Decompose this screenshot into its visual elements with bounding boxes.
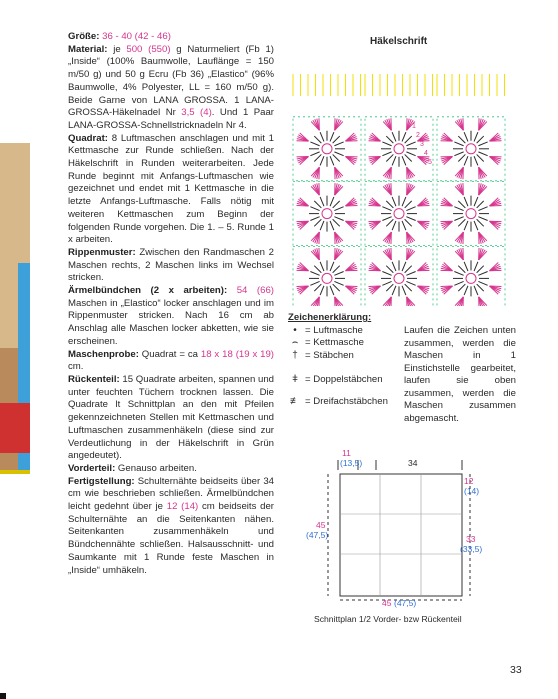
- stitch-mark: [402, 221, 406, 230]
- stitch-mark: [320, 262, 324, 271]
- stitch-mark: [406, 207, 415, 211]
- center-ring: [466, 209, 476, 219]
- section-heading: Rückenteil:: [68, 373, 120, 385]
- stitch-mark: [320, 221, 324, 230]
- section-heading: Rippenmuster:: [68, 246, 136, 258]
- double-stitch-icon: ǂ: [292, 374, 298, 386]
- stitch-mark: [330, 156, 334, 165]
- stitch-mark: [464, 221, 468, 230]
- stitch-mark: [310, 281, 319, 285]
- stitch-mark: [474, 262, 478, 271]
- stitch-mark: [334, 207, 343, 211]
- round-label: 4: [424, 150, 428, 157]
- stitch-mark: [474, 132, 478, 141]
- stitch-mark: [330, 286, 334, 295]
- stitch-mark: [382, 152, 391, 156]
- stitch-mark: [477, 284, 484, 291]
- stitch-mark: [382, 272, 391, 276]
- join-outline: [437, 246, 505, 306]
- yellow-rule: [0, 470, 30, 474]
- stitch-mark: [402, 156, 406, 165]
- center-ring: [466, 273, 476, 283]
- section-text: . Und 1 Paar LANA-GROSSA-Schnellstricknadeln Nr 4.: [68, 107, 274, 131]
- stitch-mark: [392, 197, 396, 206]
- section-quadrat: [68, 133, 274, 247]
- stitch-mark: [402, 286, 406, 295]
- stitch-mark: [478, 272, 487, 276]
- section-text: 15 Quadrate arbeiten, spannen und unter feuchten Tüchern trocknen lassen. Die Quadrate lt Schnittplan an den mit Pfeilen gekennzeichneten Stellen mit Kettmaschen und Luftmaschen zusammenhäkeln (diese sind zur Verdeutlichung in der Häkelschrift in Grün angedeutet).: [68, 373, 274, 462]
- stitch-mark: [478, 142, 487, 146]
- stitch-mark: [454, 207, 463, 211]
- section-text: Zwischen den Randmaschen 2 Maschen rechts, 2 Maschen links im Wechsel stricken.: [68, 246, 274, 284]
- stitch-mark: [454, 152, 463, 156]
- stitch-mark: [386, 136, 393, 143]
- schnitt-top-mid: 34: [408, 458, 418, 468]
- stitch-mark: [454, 272, 463, 276]
- stitch-mark: [477, 201, 484, 208]
- stitch-mark: [405, 154, 412, 161]
- section-text: je: [107, 43, 127, 55]
- section-text: Schulternähte beidseits über 34 cm wie beschrieben schließen. Ärmelbündchen leicht gedehnt über je: [68, 475, 274, 513]
- section-heading: Fertigstellung:: [68, 475, 135, 487]
- stitch-mark: [333, 219, 340, 226]
- join-outline: [365, 246, 433, 306]
- size-value: 500 (550): [126, 43, 171, 55]
- stitch-mark: [474, 197, 478, 206]
- dot-icon: •: [293, 325, 297, 336]
- join-outline: [293, 117, 361, 181]
- stitch-mark: [458, 266, 465, 273]
- legend-row-tr: [288, 374, 408, 386]
- schnitt-caption: Schnittplan 1/2 Vorder- bzw Rückenteil: [314, 614, 462, 624]
- stitch-mark: [333, 201, 340, 208]
- stitch-mark: [310, 217, 319, 221]
- schnitt-right-mid-alt: (33,5): [460, 544, 483, 554]
- schnitt-bottom: 45: [382, 598, 392, 608]
- legend-row-chain: [288, 325, 408, 337]
- schnitt-right-top-alt: (14): [464, 486, 480, 496]
- section-ruecken: [68, 374, 274, 463]
- stitch-mark: [333, 266, 340, 273]
- photo-edge: [0, 143, 30, 473]
- section-heading: Größe:: [68, 31, 100, 42]
- size-value: 12 (14): [166, 501, 199, 513]
- stitch-mark: [392, 221, 396, 230]
- legend-label: = Luftmasche: [305, 325, 363, 336]
- stitch-mark: [478, 152, 487, 156]
- stitch-mark: [386, 284, 393, 291]
- legend-label: = Kettmasche: [305, 337, 364, 349]
- stitch-mark: [310, 272, 319, 276]
- stitch-mark: [478, 217, 487, 221]
- triple-stitch-icon: ≢: [290, 395, 300, 407]
- stitch-mark: [405, 266, 412, 273]
- stitch-mark: [334, 152, 343, 156]
- stitch-mark: [320, 286, 324, 295]
- stitch-mark: [333, 154, 340, 161]
- schnitt-top-left: 11: [342, 448, 351, 458]
- stitch-mark: [458, 154, 465, 161]
- legend: [288, 325, 408, 408]
- stitch-mark: [458, 136, 465, 143]
- stitch-mark: [477, 154, 484, 161]
- round-label: 1: [412, 123, 416, 130]
- section-material: [68, 44, 274, 133]
- center-ring: [322, 144, 332, 154]
- join-outline: [365, 182, 433, 246]
- section-heading: Vorderteil:: [68, 462, 116, 474]
- stitch-mark: [386, 219, 393, 226]
- stitch-mark: [478, 281, 487, 285]
- stitch-mark: [474, 156, 478, 165]
- schnitt-left-mid: 45: [316, 520, 326, 530]
- stitch-mark: [392, 156, 396, 165]
- stitch-mark: [314, 219, 321, 226]
- stitch-mark: [334, 142, 343, 146]
- stitch-mark: [464, 156, 468, 165]
- schnitt-right-mid: 33: [466, 534, 476, 544]
- stitch-mark: [405, 284, 412, 291]
- stitch-mark: [382, 281, 391, 285]
- chart-title: Häkelschrift: [370, 36, 428, 47]
- stitch-mark: [458, 201, 465, 208]
- stitch-mark: [478, 207, 487, 211]
- stitch-mark: [406, 142, 415, 146]
- stitch-mark: [474, 221, 478, 230]
- stitch-mark: [464, 197, 468, 206]
- section-heading: Maschenprobe:: [68, 348, 139, 360]
- stitch-mark: [454, 142, 463, 146]
- section-fertig: [68, 476, 274, 578]
- schnitt-bottom-alt: (47,5): [394, 598, 417, 608]
- stitch-mark: [405, 136, 412, 143]
- round-label: 2: [416, 132, 420, 139]
- stitch-mark: [474, 286, 478, 295]
- stitch-mark: [330, 132, 334, 141]
- schnitt-left-mid-alt: (47,5): [306, 530, 329, 540]
- stitch-mark: [392, 286, 396, 295]
- join-outline: [437, 182, 505, 246]
- center-ring: [394, 144, 404, 154]
- section-aermel: [68, 285, 274, 349]
- stitch-mark: [464, 286, 468, 295]
- stitch-mark: [382, 142, 391, 146]
- stitch-mark: [392, 262, 396, 271]
- section-text: [227, 285, 237, 296]
- stitch-mark: [386, 201, 393, 208]
- legend-note: Laufen die Zeichen unten zusammen, werden die Maschen in 1 Einstichstelle gearbeitet, laufen sie oben zusammen, werden die Maschen zusammen abgemascht.: [404, 325, 516, 424]
- stitch-mark: [406, 272, 415, 276]
- center-ring: [466, 144, 476, 154]
- stitch-mark: [330, 197, 334, 206]
- section-text: Maschen in „Elastico“ locker anschlagen und im Rippenmuster stricken. Nach 16 cm ab Anschlag alle Maschen locker abketten, wie sie erscheinen.: [68, 297, 274, 347]
- stitch-mark: [320, 156, 324, 165]
- legend-label: = Stäbchen: [305, 349, 354, 361]
- stitch-icon: †: [292, 349, 298, 361]
- size-value: 36 - 40 (42 - 46): [99, 31, 171, 42]
- section-text: cm.: [68, 361, 84, 373]
- stitch-mark: [310, 142, 319, 146]
- stitch-mark: [334, 272, 343, 276]
- stitch-mark: [314, 136, 321, 143]
- center-ring: [394, 209, 404, 219]
- stitch-mark: [477, 266, 484, 273]
- join-outline: [293, 182, 361, 246]
- stitch-mark: [464, 132, 468, 141]
- stitch-mark: [406, 217, 415, 221]
- stitch-mark: [333, 284, 340, 291]
- stitch-mark: [314, 154, 321, 161]
- stitch-mark: [334, 281, 343, 285]
- join-outline: [293, 246, 361, 306]
- stitch-mark: [382, 207, 391, 211]
- stitch-mark: [330, 221, 334, 230]
- stitch-mark: [314, 284, 321, 291]
- page-number: 33: [510, 664, 522, 676]
- stitch-mark: [392, 132, 396, 141]
- legend-row-slip: [288, 337, 408, 349]
- stitch-mark: [458, 284, 465, 291]
- stitch-mark: [386, 266, 393, 273]
- section-text: Quadrat = ca: [138, 348, 201, 360]
- stitch-mark: [382, 217, 391, 221]
- size-value: 54 (66): [236, 285, 274, 297]
- round-label: 5: [428, 159, 432, 166]
- join-outline: [365, 117, 433, 181]
- corner-mark: [0, 693, 6, 699]
- legend-row-dc: [288, 350, 408, 362]
- stitch-mark: [454, 217, 463, 221]
- stitch-mark: [310, 152, 319, 156]
- section-text: Genauso arbeiten.: [115, 462, 197, 474]
- legend-row-dtr: [288, 396, 408, 408]
- stitch-mark: [405, 219, 412, 226]
- instructions-column: [68, 31, 274, 577]
- stitch-mark: [330, 262, 334, 271]
- schnitt-right-top: 12: [464, 476, 474, 486]
- schnitt-top-left-alt: (13,5): [340, 458, 363, 468]
- section-heading: Ärmelbündchen (2 x arbeiten):: [68, 285, 228, 297]
- stitch-mark: [454, 281, 463, 285]
- schnittplan-diagram: [300, 448, 510, 608]
- stitch-mark: [402, 132, 406, 141]
- stitch-mark: [386, 154, 393, 161]
- legend-label: = Dreifachstäbchen: [305, 395, 388, 407]
- stitch-mark: [314, 266, 321, 273]
- join-outline: [437, 117, 505, 181]
- legend-title: Zeichenerklärung:: [288, 312, 372, 323]
- section-heading: Material:: [68, 43, 108, 55]
- stitch-mark: [477, 219, 484, 226]
- section-rippen: [68, 247, 274, 285]
- round-label: 3: [420, 141, 424, 148]
- stitch-mark: [477, 136, 484, 143]
- section-text: g Naturmeliert (Fb 1) „Inside“ (100% Baumwolle, Lauflänge = 150 m/50 g) und 50 g Ecru (Fb 36) „Elastico“ (96% Baumwolle, 4% Polyester, LL = 160 m/50 g). Beide Garne von LANA GROSSA. 1 LANA-GROSSA-Häkelnadel Nr: [68, 43, 274, 119]
- section-groesse: [68, 31, 274, 44]
- stitch-mark: [402, 262, 406, 271]
- size-value: 3,5 (4): [181, 107, 212, 119]
- section-heading: Quadrat:: [68, 132, 108, 144]
- stitch-mark: [320, 197, 324, 206]
- arc-icon: ⌢: [291, 337, 299, 349]
- stitch-mark: [458, 219, 465, 226]
- center-ring: [322, 273, 332, 283]
- stitch-mark: [405, 201, 412, 208]
- crochet-chart: [288, 48, 510, 306]
- stitch-mark: [314, 201, 321, 208]
- section-maschenprobe: [68, 349, 274, 374]
- stitch-mark: [320, 132, 324, 141]
- size-value: 18 x 18 (19 x 19): [200, 348, 274, 360]
- center-ring: [322, 209, 332, 219]
- stitch-mark: [334, 217, 343, 221]
- legend-label: = Doppelstäbchen: [305, 374, 383, 386]
- stitch-mark: [310, 207, 319, 211]
- section-text: cm beidseits der Schulternähte an die Seitenkanten nähen. Seitenkanten zusammenhäkeln und Bündchennähte schließen. Halsausschnitt- und Saumkante mit 1 Runde feste Maschen in „Inside“ umhäkeln.: [68, 501, 275, 576]
- stitch-mark: [406, 281, 415, 285]
- section-text: 8 Luftmaschen anschlagen und mit 1 Kettmasche zur Runde schließen. Nach der Häkelschrift in Runden weiterarbeiten. Jede Runde beginnt mit Anfangs-Luftmaschen wie gezeichnet und endet mit 1 Kettmasche in die letzte Anfangs-Luftmasche. Falls nötig mit weiteren Kettmaschen zum Beginn der folgenden Runde vorgehen. Die 1. – 5. Runde 1 x arbeiten.: [68, 132, 274, 246]
- stitch-mark: [402, 197, 406, 206]
- section-vorder: [68, 463, 274, 476]
- stitch-mark: [406, 152, 415, 156]
- center-ring: [394, 273, 404, 283]
- stitch-mark: [333, 136, 340, 143]
- stitch-mark: [464, 262, 468, 271]
